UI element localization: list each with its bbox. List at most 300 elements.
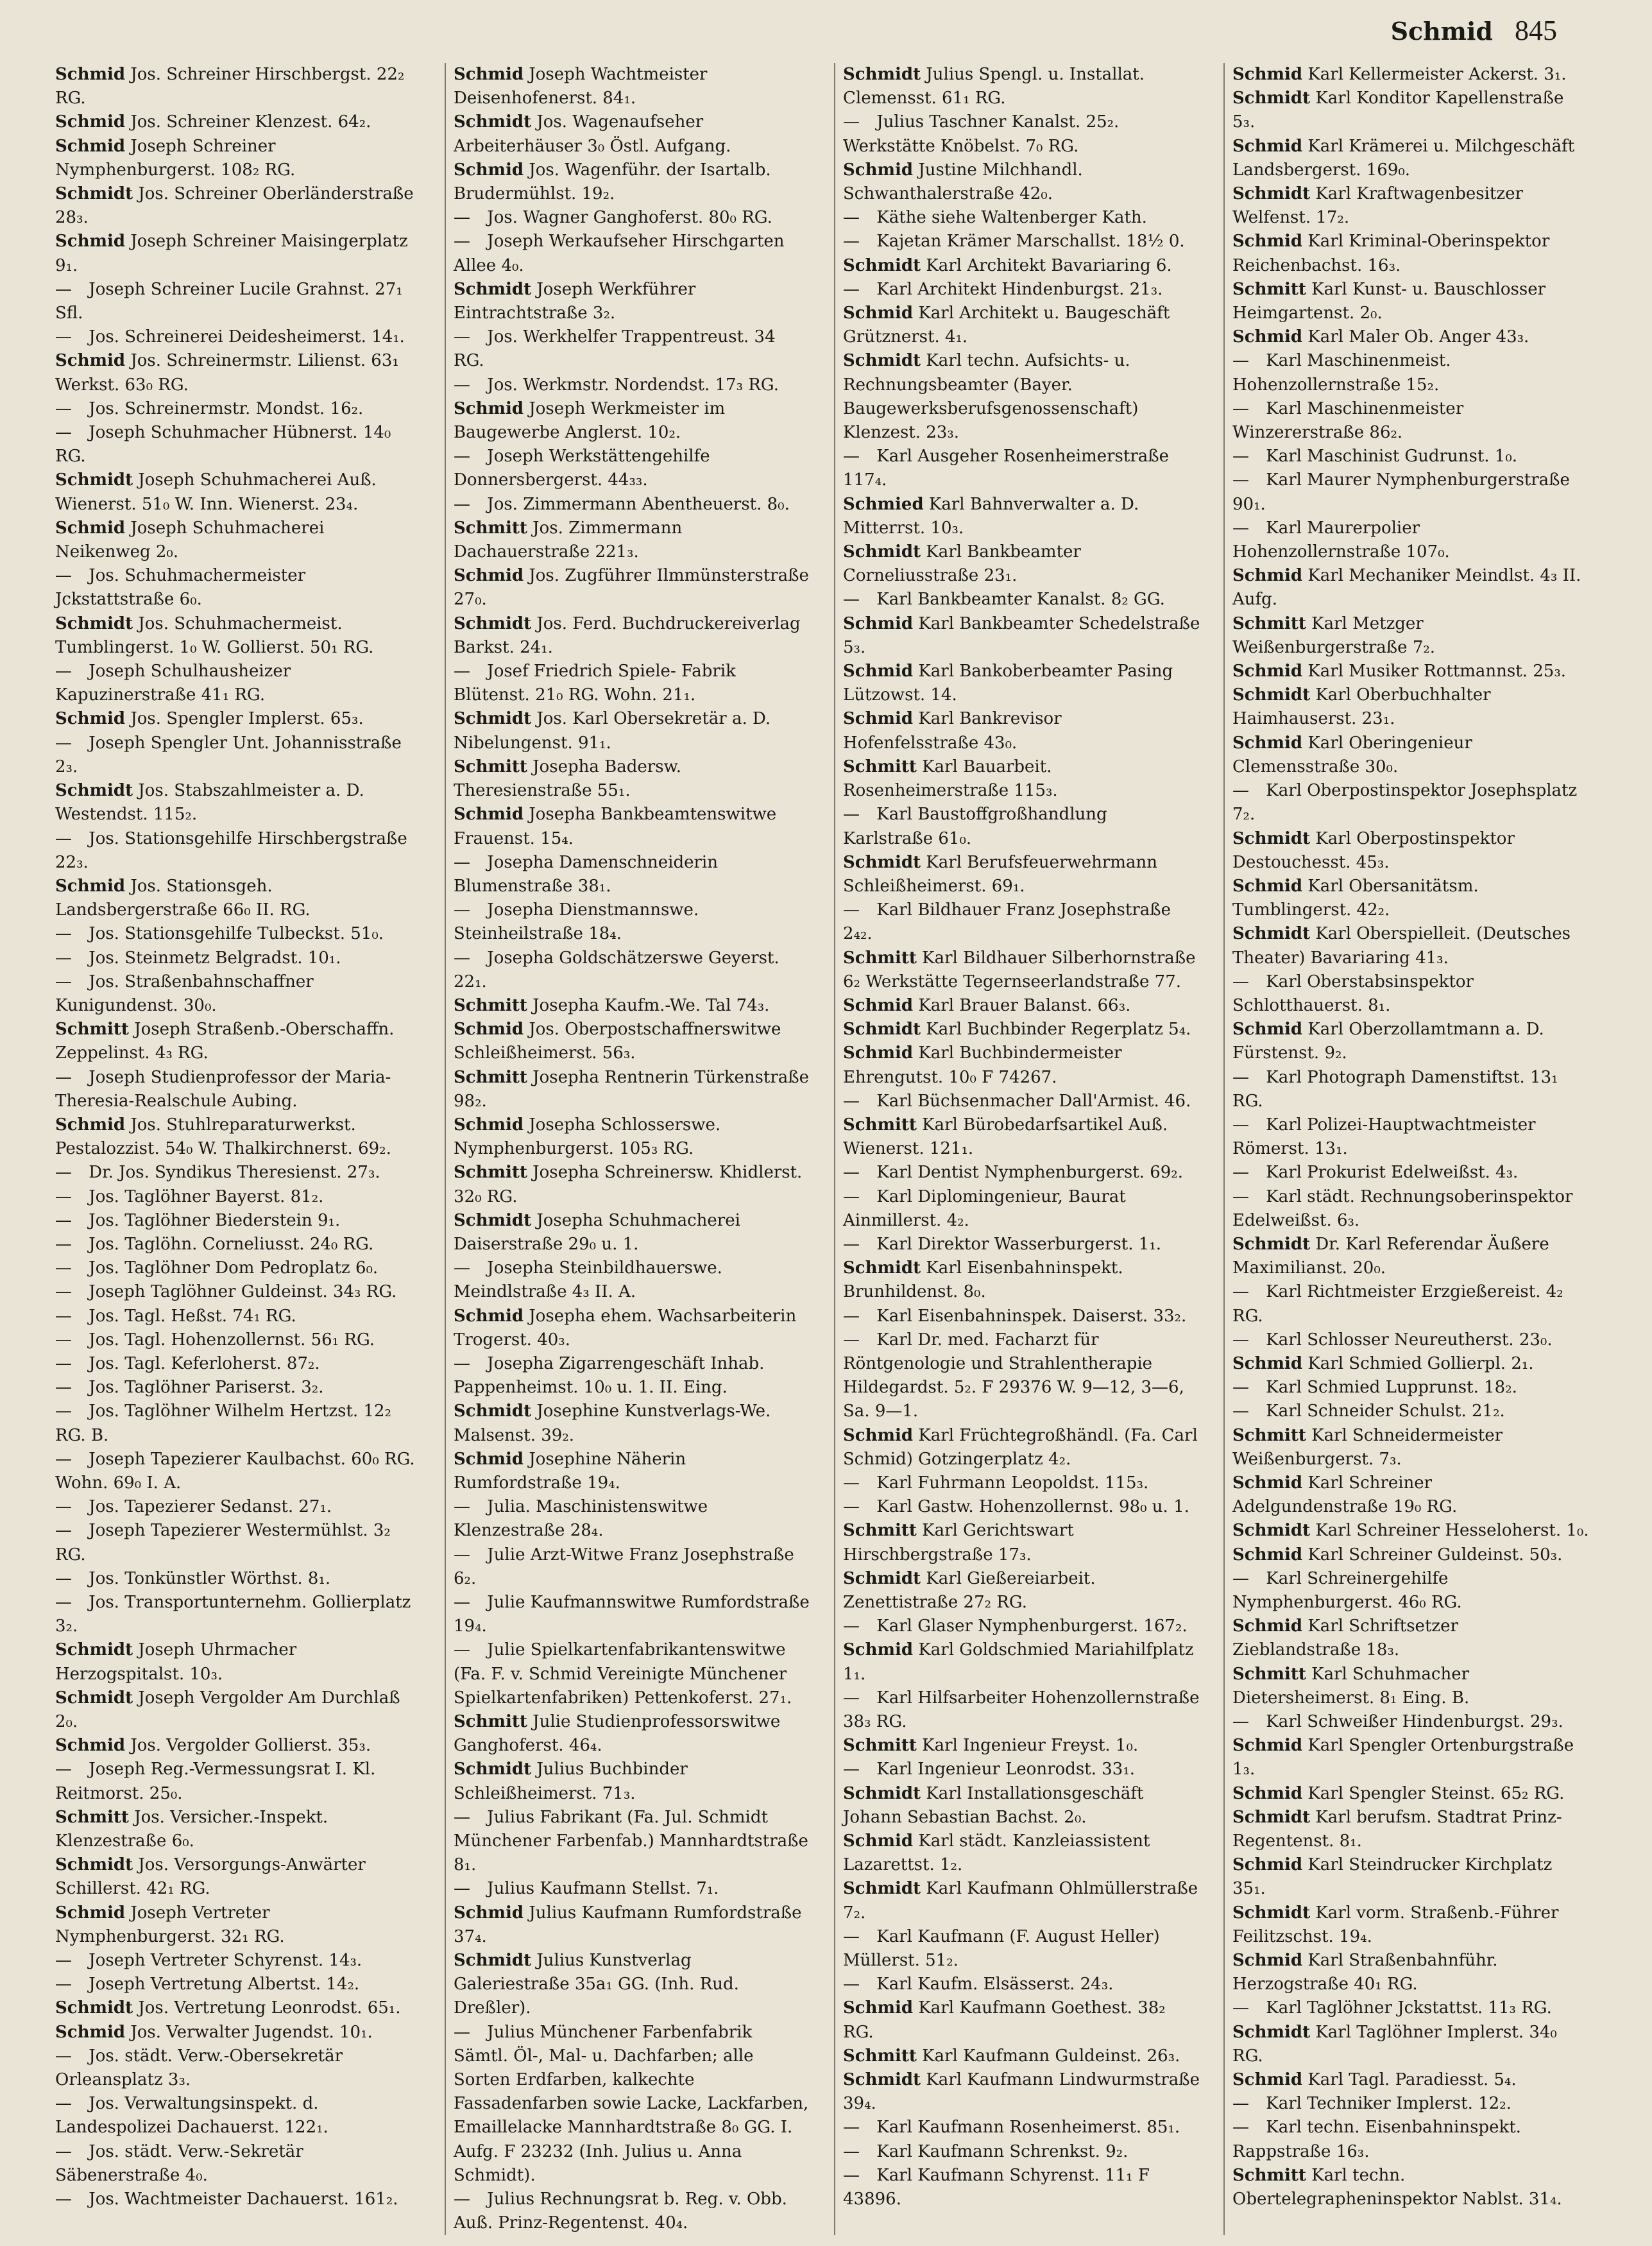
entry-surname: — (843, 900, 860, 920)
directory-entry (843, 994, 1200, 1018)
entry-surname: — (1232, 1067, 1249, 1087)
directory-entry (1232, 397, 1590, 445)
entry-surname: — (454, 1593, 470, 1612)
entry-surname: Schmid (1232, 2070, 1303, 2090)
entry-surname: — (843, 590, 860, 610)
directory-entry (1232, 1901, 1590, 1949)
entry-surname: Schmidt (55, 1640, 133, 1660)
entry-surname: Schmidt (843, 852, 921, 872)
entry-surname: — (843, 1306, 860, 1326)
directory-entry (454, 851, 811, 898)
entry-text: Karl Architekt u. Baugeschäft Grütznerst. 4₁. (843, 304, 1170, 347)
entry-surname: Schmitt (843, 1736, 917, 1756)
entry-text: Karl techn. Obertelegrapheninspektor Nablst. 31₄. (1232, 2165, 1562, 2209)
entry-surname: Schmid (454, 1115, 524, 1135)
entry-surname: — (1232, 1282, 1249, 1302)
directory-entry (843, 755, 1200, 803)
directory-entry (1232, 2092, 1590, 2116)
entry-surname: Schmidt (1232, 924, 1311, 944)
entry-text: Josepha Goldschätzerswe Geyerst. 22₁. (454, 948, 779, 991)
entry-surname: — (843, 1688, 860, 1708)
directory-entry (843, 707, 1200, 755)
directory-entry (55, 2021, 422, 2045)
directory-entry (454, 1758, 811, 1805)
directory-entry (1232, 1615, 1590, 1662)
entry-text: Jos. Zimmermann Abentheuerst. 8₀. (482, 494, 790, 514)
directory-entry (454, 1161, 811, 1208)
directory-entry (1232, 612, 1590, 660)
entry-surname: Schmitt (454, 757, 527, 776)
entry-surname: Schmidt (1232, 2022, 1311, 2042)
entry-surname: Schmid (55, 232, 126, 252)
entry-text: Jos. Transportunternehm. Gollierplatz 3₂. (55, 1593, 411, 1636)
directory-entry (55, 1758, 422, 1805)
directory-entry (843, 206, 1200, 230)
entry-surname: Schmid (1232, 1951, 1303, 1971)
entry-surname: — (55, 1330, 72, 1350)
entry-text: Karl Oberingenieur Clemensstraße 30₀. (1232, 733, 1472, 776)
directory-entry (55, 1305, 422, 1328)
entry-text: Jos. Wachtmeister Dachauerst. 161₂. (83, 2190, 398, 2209)
entry-surname: — (843, 2118, 860, 2138)
entry-text: Karl Metzger Weißenburgerstraße 7₂. (1232, 613, 1436, 657)
directory-entry (55, 779, 422, 827)
directory-entry (55, 1185, 422, 1209)
entry-text: Joseph Uhrmacher Herzogspitalst. 10₃. (55, 1640, 297, 1684)
entry-text: Karl Dr. med. Facharzt für Röntgenologie und Strahlentherapie Hildegardst. 5₂. F 29376 W. 9—12, 3—6, Sa. 9—1. (843, 1330, 1184, 1421)
entry-text: Joseph Schreiner Lucile Grahnst. 27₁ Sfl. (55, 279, 403, 323)
directory-entry (55, 1591, 422, 1638)
entry-surname: Schmitt (454, 1067, 527, 1087)
entry-surname: Schmidt (55, 613, 133, 633)
entry-text: Karl Architekt Bavariaring 6. (921, 255, 1172, 275)
entry-surname: Schmidt (1232, 1521, 1311, 1541)
entry-surname: Schmitt (1232, 1664, 1306, 1684)
entry-surname: Schmitt (55, 1020, 129, 1040)
directory-entry (1232, 1734, 1590, 1781)
directory-entry (843, 1782, 1200, 1830)
entry-surname: Schmid (55, 112, 126, 132)
directory-entry (55, 1638, 422, 1686)
directory-entry (843, 2045, 1200, 2068)
entry-text: Joseph Werkstättengehilfe Donnersbergerst. 44₃₃. (454, 447, 710, 490)
entry-surname: Schmidt (1232, 1903, 1311, 1923)
entry-surname: — (843, 2141, 860, 2161)
directory-entry (1232, 1066, 1590, 1113)
entry-surname: — (55, 1163, 72, 1183)
entry-text: Joseph Reg.-Vermessungsrat I. Kl. Reitmorst. 25₀. (55, 1760, 376, 1803)
entry-surname: — (55, 972, 72, 991)
entry-surname: — (1232, 1115, 1249, 1135)
entry-text: Karl Kaufmann Guldeinst. 26₃. (916, 2046, 1180, 2066)
entry-text: Karl Kaufm. Elsässerst. 24₃. (871, 1975, 1114, 1994)
entry-text: Jos. Schuhmachermeister Jckstattstraße 6₀. (55, 566, 306, 610)
entry-surname: — (843, 1497, 860, 1517)
directory-entry (843, 1877, 1200, 1925)
directory-entry (454, 1256, 811, 1304)
directory-entry (454, 445, 811, 492)
entry-text: Jos. Schreinermstr. Mondst. 16₂. (83, 399, 364, 418)
entry-surname: Schmidt (55, 1998, 133, 2018)
directory-entry (1232, 1663, 1590, 1710)
entry-text: Karl Eisenbahninspekt. Brunhildenst. 8₀. (843, 1258, 1123, 1302)
directory-entry (454, 397, 811, 445)
directory-entry (843, 2116, 1200, 2139)
entry-surname: — (1232, 1163, 1249, 1183)
entry-text: Josepha Rentnerin Türkenstraße 98₂. (454, 1067, 810, 1111)
entry-surname: — (843, 2165, 860, 2185)
entry-surname: Schmid (1232, 1020, 1303, 1040)
directory-entry (55, 1376, 422, 1400)
directory-entry (1232, 683, 1590, 731)
directory-entry (1232, 2116, 1590, 2163)
entry-text: Karl Schlosser Neureutherst. 23₀. (1261, 1330, 1553, 1350)
directory-entry (55, 2045, 422, 2092)
directory-entry (55, 2092, 422, 2139)
directory-entry (55, 922, 422, 946)
entry-surname: Schmid (843, 613, 914, 633)
entry-text: Karl Schmied Lupprunst. 18₂. (1261, 1378, 1517, 1398)
entry-surname: Schmidt (55, 781, 133, 801)
entry-surname: — (55, 1306, 72, 1326)
entry-surname: — (843, 1234, 860, 1254)
directory-entry (55, 732, 422, 779)
entry-text: Joseph Straßenb.-Oberschaffn. Zeppelinst. 4₃ RG. (55, 1020, 395, 1063)
entry-surname: — (55, 1521, 72, 1541)
directory-entry (55, 1066, 422, 1113)
directory-entry (454, 278, 811, 325)
entry-surname: — (454, 1497, 470, 1517)
entry-text: Karl Hilfsarbeiter Hohenzollernstraße 38₃ RG. (843, 1688, 1200, 1732)
directory-entry (454, 1638, 811, 1710)
entry-surname: — (454, 1353, 470, 1373)
entry-text: Karl Dentist Nymphenburgerst. 69₂. (871, 1163, 1183, 1183)
entry-text: Jos. Schreiner Hirschbergst. 22₂ RG. (55, 65, 405, 108)
entry-text: Jos. Stationsgeh. Landsbergerstraße 66₀ II. RG. (55, 876, 311, 920)
entry-surname: — (55, 1975, 72, 1994)
entry-text: Karl Maschinenmeist. Hohenzollernstraße 15₂. (1232, 351, 1451, 395)
entry-surname: — (55, 2141, 72, 2161)
entry-surname: — (843, 279, 860, 299)
entry-surname: — (454, 327, 470, 347)
entry-surname: — (55, 1568, 72, 1588)
entry-surname: — (1232, 781, 1249, 801)
entry-text: Karl techn. Eisenbahninspekt. Rappstraße 16₃. (1232, 2118, 1521, 2161)
entry-surname: Schmid (55, 65, 126, 84)
entry-text: Julia. Maschinistenswitwe Klenzestraße 28₄. (454, 1497, 708, 1541)
directory-entry (843, 278, 1200, 302)
entry-text: Karl Maurer Nymphenburgerstraße 90₁. (1232, 470, 1570, 514)
directory-entry (1232, 922, 1590, 970)
entry-surname: Schmidt (454, 1951, 532, 1971)
column-2 (445, 63, 815, 2235)
directory-entry (55, 1352, 422, 1376)
directory-entry (454, 230, 811, 277)
directory-entry (55, 2188, 422, 2211)
entry-text: Jos. Taglöhner Pariserst. 3₂. (83, 1378, 324, 1398)
entry-surname: — (1232, 1712, 1249, 1732)
entry-text: Jos. Verwaltungsinspekt. d. Landespolizei Dachauerst. 122₁. (55, 2094, 328, 2138)
directory-entry (843, 1090, 1200, 1113)
entry-text: Jos. Vergolder Gollierst. 35₃. (125, 1736, 371, 1756)
entry-text: Karl Maschinist Gudrunst. 1₀. (1261, 447, 1518, 467)
page-header (1391, 14, 1557, 47)
entry-surname: — (843, 1330, 860, 1350)
entry-surname: — (843, 1926, 860, 1946)
entry-surname: Schmid (1232, 232, 1303, 252)
entry-surname: Schmitt (843, 1521, 917, 1541)
entry-text: Jos. Tapezierer Sedanst. 27₁. (83, 1497, 332, 1517)
directory-entry (1232, 1424, 1590, 1471)
directory-entry (843, 349, 1200, 445)
entry-text: Josepha Steinbildhauerswe. Meindlstraße 4₃ II. A. (454, 1258, 722, 1302)
entry-surname: Schmidt (55, 184, 133, 204)
directory-entry (55, 325, 422, 349)
directory-entry (454, 373, 811, 397)
entry-text: Jos. Schreinerei Deidesheimerst. 14₁. (83, 327, 405, 347)
directory-entry (55, 564, 422, 612)
directory-entry (843, 1830, 1200, 1877)
directory-entry (454, 1901, 811, 1949)
entry-surname: — (55, 1210, 72, 1230)
entry-text: Karl Brauer Balanst. 66₃. (913, 995, 1131, 1015)
entry-text: Jos. Taglöhner Biederstein 9₁. (83, 1210, 341, 1230)
entry-surname: — (55, 1067, 72, 1087)
directory-entry (843, 1113, 1200, 1161)
directory-entry (55, 1901, 422, 1949)
directory-entry (1232, 325, 1590, 349)
entry-surname: — (55, 2094, 72, 2114)
entry-text: Karl Bildhauer Franz Josephstraße 2₄₂. (843, 900, 1171, 944)
entry-text: Karl Bankbeamter Kanalst. 8₂ GG. (871, 590, 1165, 610)
directory-entry (454, 564, 811, 612)
entry-text: Karl Oberbuchhalter Haimhauserst. 23₁. (1232, 685, 1491, 729)
entry-surname: — (454, 852, 470, 872)
entry-text: Joseph Schreiner Nymphenburgerst. 108₂ RG. (55, 136, 296, 180)
directory-entry (454, 1066, 811, 1113)
entry-surname: — (843, 1091, 860, 1111)
directory-entry (55, 875, 422, 922)
entry-text: Joseph Werkaufseher Hirschgarten Allee 4₀. (454, 232, 785, 275)
entry-text: Karl Oberpostinspektor Destouchesst. 45₃. (1232, 828, 1515, 872)
entry-surname: Schmidt (1232, 685, 1311, 705)
directory-entry (454, 1209, 811, 1256)
directory-entry (1232, 1018, 1590, 1065)
directory-entry (843, 540, 1200, 588)
entry-text: Karl Maler Ob. Anger 43₃. (1302, 327, 1529, 347)
entry-surname: Schmidt (454, 1210, 532, 1230)
entry-text: Jos. Wagner Ganghoferst. 80₀ RG. (482, 208, 772, 228)
entry-text: Josepha Bankbeamtenswitwe Frauenst. 15₄. (454, 805, 777, 848)
entry-surname: — (55, 399, 72, 418)
directory-entry (55, 63, 422, 110)
entry-text: Joseph Schuhmacherei Neikenweg 2₀. (55, 518, 325, 562)
column-3 (834, 63, 1204, 2235)
entry-surname: Schmitt (454, 518, 527, 538)
entry-surname: — (843, 208, 860, 228)
entry-surname: Schmid (843, 1831, 914, 1851)
directory-entry (1232, 278, 1590, 325)
entry-surname: — (55, 1234, 72, 1254)
entry-surname: — (55, 423, 72, 443)
directory-entry (55, 1973, 422, 1996)
entry-surname: Schmidt (55, 470, 133, 490)
entry-text: Jos. Spengler Implerst. 65₃. (125, 709, 364, 729)
directory-entry (55, 1233, 422, 1256)
entry-text: Jos. Taglöhn. Corneliusst. 24₀ RG. (83, 1234, 374, 1254)
column-4 (1223, 63, 1594, 2235)
directory-entry (55, 660, 422, 707)
directory-entry (843, 230, 1200, 253)
entry-surname: Schmid (1232, 1473, 1303, 1493)
directory-entry (843, 588, 1200, 612)
directory-entry (1232, 1471, 1590, 1519)
directory-entry (1232, 1543, 1590, 1567)
entry-text: Jos. Taglöhner Bayerst. 81₂. (83, 1187, 324, 1206)
entry-text: Karl Mechaniker Meindlst. 4₃ II. Aufg. (1232, 566, 1581, 610)
entry-text: Karl Kaufmann Schrenkst. 9₂. (871, 2141, 1128, 2161)
directory-entry (55, 421, 422, 468)
directory-entry (1232, 87, 1590, 134)
entry-surname: Schmid (55, 518, 126, 538)
entry-surname: Schmid (55, 876, 126, 896)
entry-text: Karl Prokurist Edelweißst. 4₃. (1261, 1163, 1519, 1183)
directory-entry (843, 1161, 1200, 1185)
directory-entry (454, 947, 811, 994)
entry-text: Karl Gastw. Hohenzollernst. 98₀ u. 1. (871, 1497, 1189, 1517)
entry-surname: — (1232, 2094, 1249, 2114)
directory-entry (1232, 1806, 1590, 1853)
entry-surname: Schmidt (843, 1020, 921, 1040)
directory-entry (843, 2164, 1200, 2211)
directory-entry (843, 1233, 1200, 1256)
directory-entry (55, 612, 422, 660)
entry-text: Karl Taglöhner Jckstattst. 11₃ RG. (1261, 1998, 1552, 2018)
directory-entry (1232, 1996, 1590, 2020)
entry-surname: — (454, 375, 470, 395)
entry-text: Joseph Werkmeister im Baugewerbe Anglerst. 10₂. (454, 399, 726, 443)
entry-surname: — (1232, 399, 1249, 418)
entry-text: Dr. Jos. Syndikus Theresienst. 27₃. (83, 1163, 380, 1183)
entry-surname: — (1232, 2118, 1249, 2138)
entry-text: Joseph Schulhausheizer Kapuzinerstraße 41₁ RG. (55, 662, 291, 705)
directory-entry (843, 1925, 1200, 1973)
entry-surname: Schmidt (1232, 184, 1311, 204)
entry-text: Jos. städt. Verw.-Sekretär Säbenerstraße 4₀. (55, 2141, 303, 2185)
directory-entry (1232, 875, 1590, 922)
directory-entry (1232, 732, 1590, 779)
entry-text: Karl vorm. Straßenb.-Führer Feilitzschst. 19₄. (1232, 1903, 1559, 1946)
entry-text: Joseph Wachtmeister Deisenhofenerst. 84₁. (454, 65, 708, 108)
entry-text: Joseph Studienprofessor der Maria-Theresia-Realschule Aubing. (55, 1067, 391, 1111)
entry-surname: — (843, 447, 860, 467)
directory-entry (55, 1567, 422, 1591)
entry-text: Jos. Zimmermann Dachauerstraße 221₃. (454, 518, 683, 562)
entry-text: Karl Kriminal-Oberinspektor Reichenbachst. 16₃. (1232, 232, 1550, 275)
entry-text: Karl Ingenieur Leonrodst. 33₁. (871, 1760, 1135, 1779)
entry-surname: Schmid (1232, 136, 1303, 156)
entry-text: Jos. Stationsgehilfe Tulbeckst. 51₀. (83, 924, 384, 944)
entry-text: Julius Kunstverlag Galeriestraße 35a₁ GG. (Inh. Rud. Dreßler). (454, 1951, 739, 2018)
entry-text: Julie Arzt-Witwe Franz Josephstraße 6₂. (454, 1545, 794, 1588)
directory-entry (843, 159, 1200, 206)
entry-surname: Schmid (1232, 733, 1303, 753)
entry-surname: Schmid (454, 399, 524, 418)
directory-entry (55, 468, 422, 516)
directory-entry (55, 970, 422, 1018)
directory-entry (55, 1018, 422, 1065)
entry-surname: — (55, 1378, 72, 1398)
entry-surname: Schmitt (55, 1807, 129, 1827)
directory-entry (454, 1591, 811, 1638)
entry-text: Josepha ehem. Wachsarbeiterin Trogerst. 40₃. (454, 1306, 797, 1350)
entry-surname: Schmidt (843, 351, 921, 371)
entry-text: Julius Fabrikant (Fa. Jul. Schmidt Münchener Farbenfab.) Mannhardtstraße 8₁. (454, 1807, 808, 1875)
entry-surname: Schmid (454, 65, 524, 84)
directory-entry (843, 1018, 1200, 1042)
directory-entry (55, 1949, 422, 1973)
entry-text: Joseph Vergolder Am Durchlaß 2₀. (55, 1688, 400, 1732)
entry-text: Jos. Stationsgehilfe Hirschbergstraße 22₃. (55, 828, 407, 872)
entry-surname: Schmid (1232, 876, 1303, 896)
entry-text: Jos. Karl Obersekretär a. D. Nibelungenst. 91₁. (454, 709, 771, 753)
entry-surname: — (454, 1545, 470, 1564)
entry-text: Karl Glaser Nymphenburgerst. 167₂. (871, 1616, 1188, 1636)
entry-text: Jos. Schreiner Klenzest. 64₂. (125, 112, 371, 132)
entry-text: Karl Gerichtswart Hirschbergstraße 17₃. (843, 1521, 1074, 1564)
entry-text: Joseph Tapezierer Westermühlst. 3₂ RG. (55, 1521, 391, 1564)
entry-text: Joseph Werkführer Eintrachtstraße 3₂. (454, 279, 696, 323)
entry-text: Josepha Kaufm.-We. Tal 74₃. (527, 995, 770, 1015)
entry-text: Jos. Taglöhner Wilhelm Hertzst. 12₂ RG. B. (55, 1402, 391, 1445)
directory-entry (55, 1996, 422, 2020)
entry-surname: — (454, 1807, 470, 1827)
entry-surname: — (843, 1975, 860, 1994)
entry-text: Karl Konditor Kapellenstraße 5₃. (1232, 89, 1564, 132)
directory-entry (843, 803, 1200, 850)
entry-text: Karl Obersanitätsm. Tumblingerst. 42₂. (1232, 876, 1479, 920)
entry-surname: — (1232, 1378, 1249, 1398)
entry-text: Jos. Werkmstr. Nordendst. 17₃ RG. (482, 375, 779, 395)
entry-surname: — (55, 2046, 72, 2066)
entry-surname: Schmidt (55, 1688, 133, 1708)
entry-surname: Schmidt (843, 542, 921, 562)
directory-entry (454, 1877, 811, 1901)
directory-entry (843, 110, 1200, 158)
entry-surname: — (55, 566, 72, 586)
entry-text: Karl Schreinergehilfe Nymphenburgerst. 46₀ RG. (1232, 1568, 1462, 1612)
directory-entry (843, 1042, 1200, 1089)
entry-text: Jos. Tagl. Heßst. 74₁ RG. (83, 1306, 296, 1326)
directory-entry (454, 206, 811, 230)
directory-entry (843, 1734, 1200, 1758)
entry-text: Josepha Schreinersw. Khidlerst. 32₀ RG. (454, 1163, 803, 1206)
entry-surname: — (454, 900, 470, 920)
entry-surname: Schmidt (1232, 1234, 1311, 1254)
entry-text: Karl Oberpostinspektor Josephsplatz 7₂. (1232, 781, 1578, 825)
entry-surname: Schmidt (843, 1783, 921, 1803)
entry-text: Karl Bürobedarfsartikel Auß. Wienerst. 121₁. (843, 1115, 1168, 1159)
entry-text: Karl Installationsgeschäft Johann Sebastian Bachst. 2₀. (843, 1783, 1144, 1827)
entry-text: Karl Polizei-Hauptwachtmeister Römerst. 13₁. (1232, 1115, 1536, 1159)
entry-surname: Schmid (843, 1998, 914, 2018)
entry-text: Julius Buchbinder Schleißheimerst. 71₃. (454, 1760, 688, 1803)
entry-text: Karl Maurerpolier Hohenzollernstraße 107₀. (1232, 518, 1450, 562)
entry-surname: Schmid (454, 1306, 524, 1326)
entry-surname: Schmitt (454, 995, 527, 1015)
entry-text: Josef Friedrich Spiele- Fabrik Blütenst. 21₀ RG. Wohn. 21₁. (454, 662, 736, 705)
entry-text: Karl Straßenbahnführ. Herzogstraße 40₁ RG. (1232, 1951, 1498, 1994)
